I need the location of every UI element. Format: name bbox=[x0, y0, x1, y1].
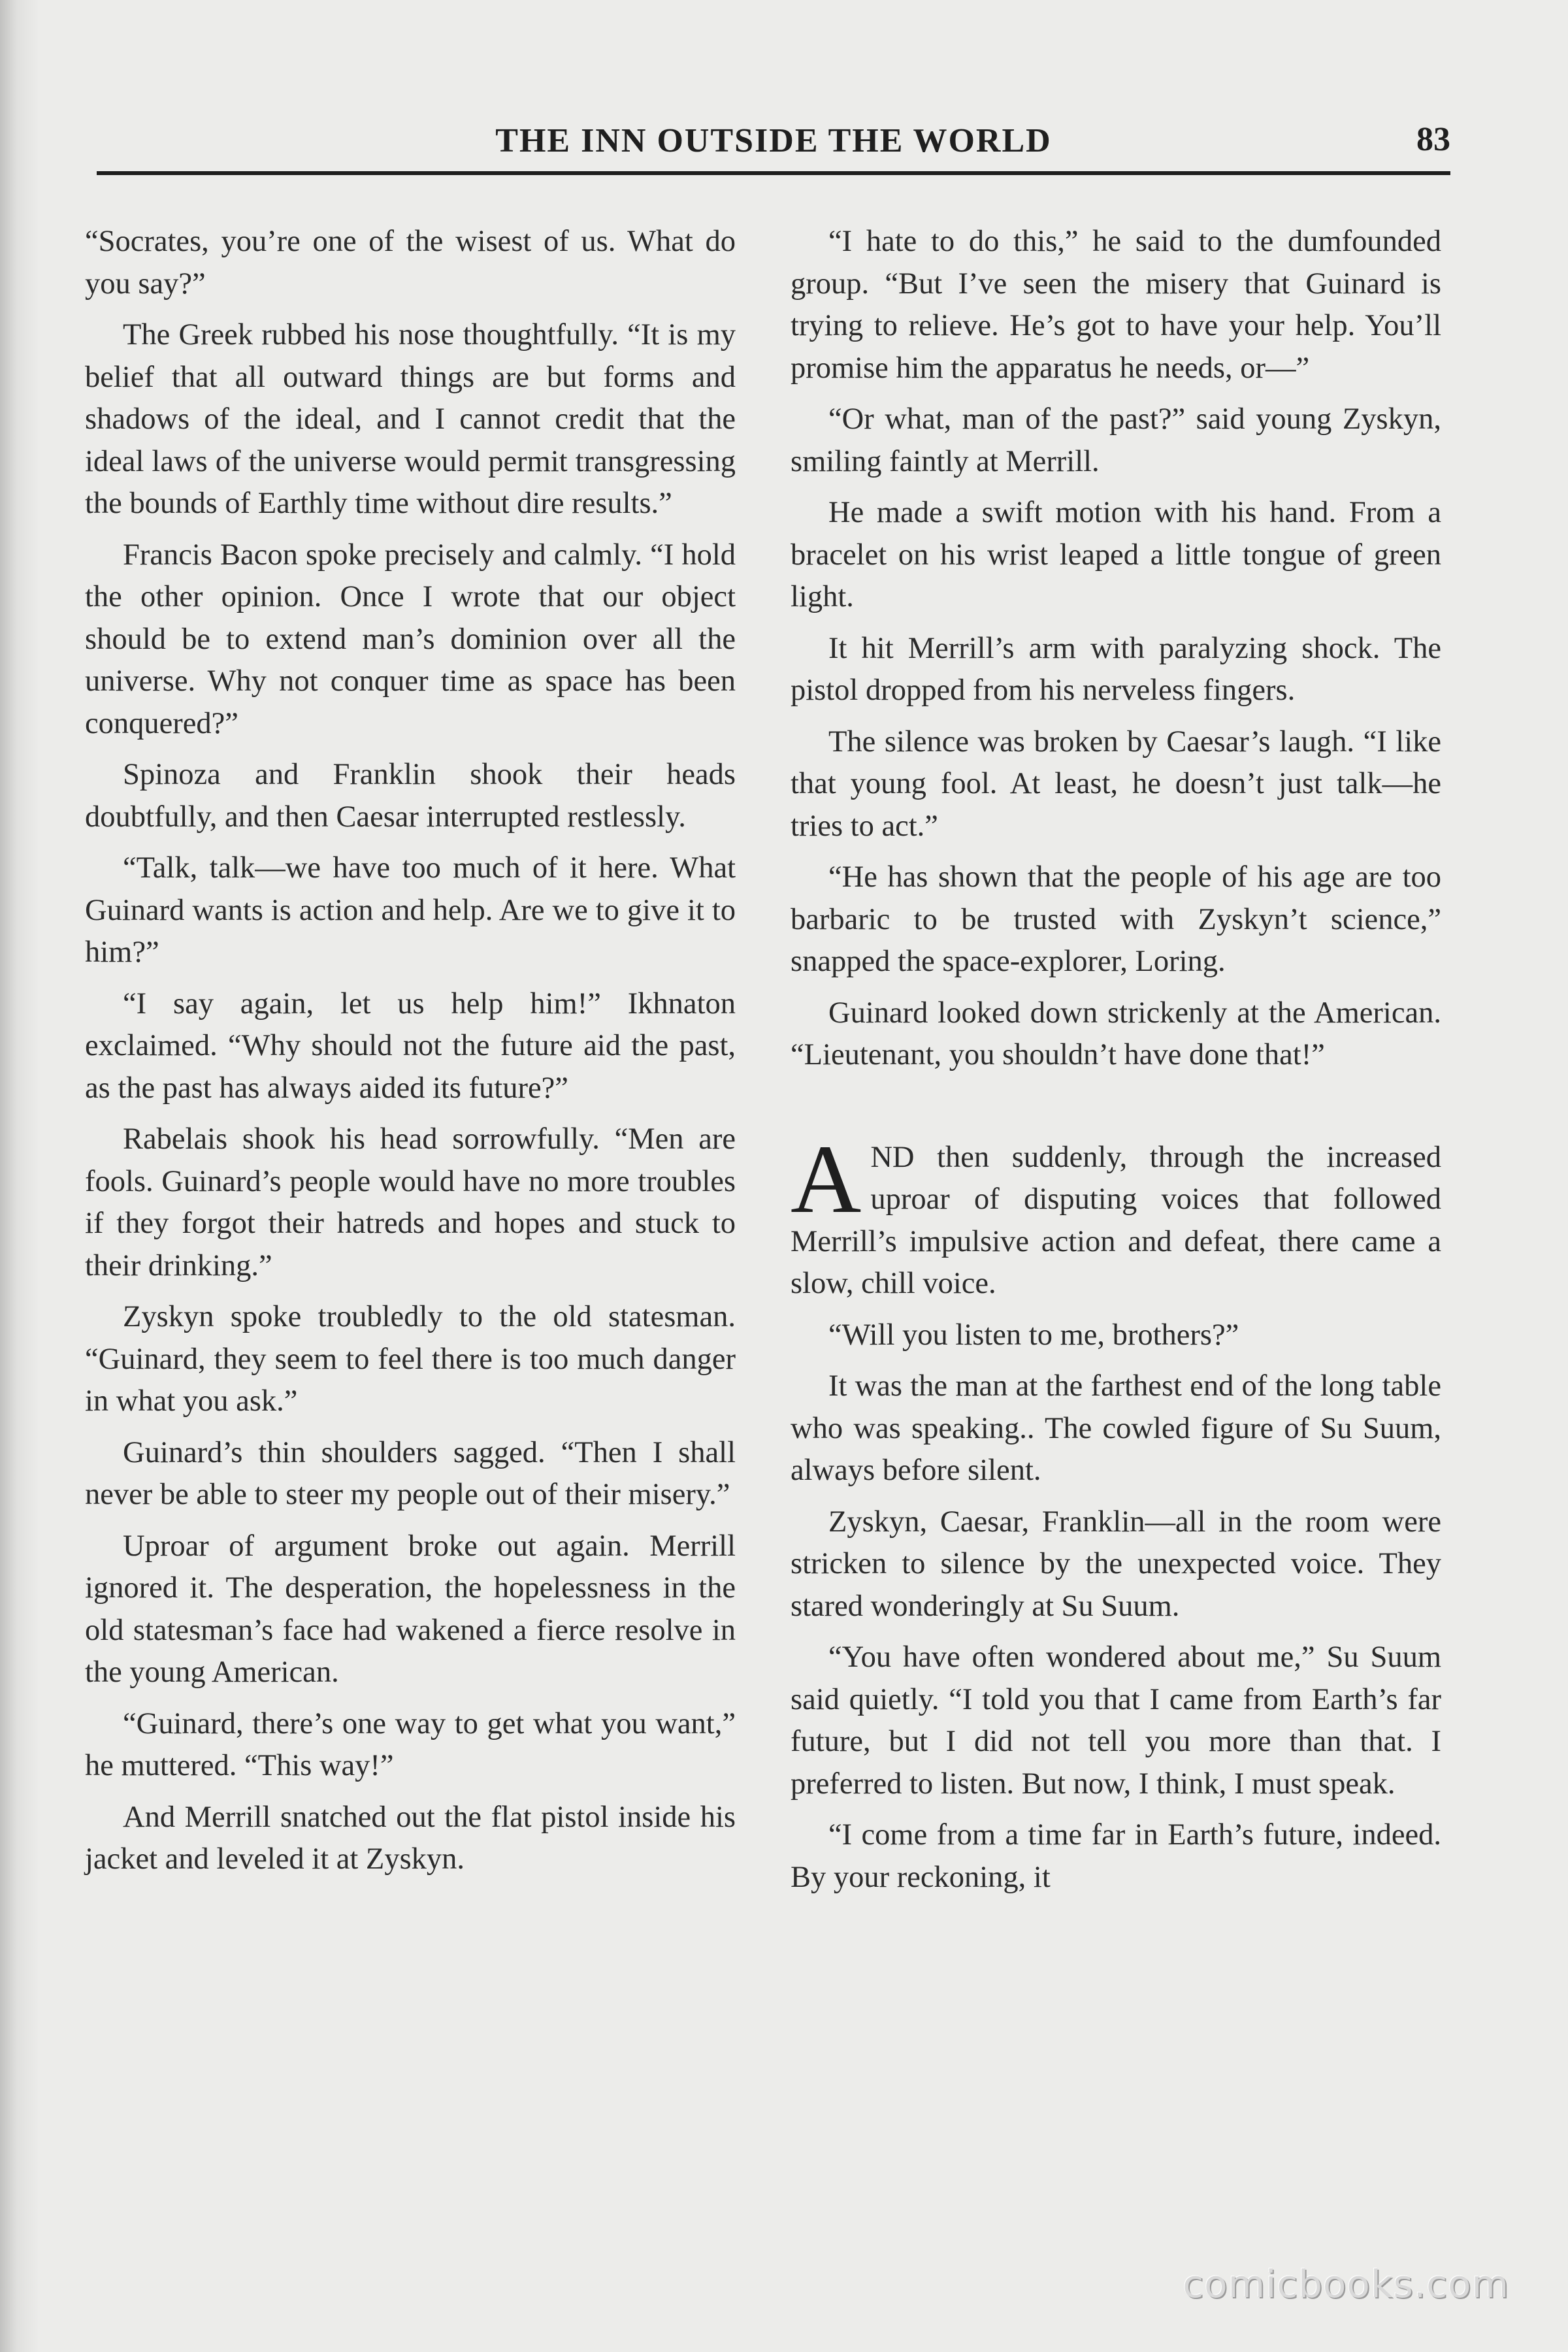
paragraph: Guinard’s thin shoulders sagged. “Then I shall never be able to steer my people out of their misery.” bbox=[85, 1435, 736, 1511]
running-head bbox=[97, 116, 1450, 169]
dropcap-smallcaps: ND bbox=[870, 1140, 915, 1174]
right-column bbox=[791, 221, 1441, 1908]
paragraph: It hit Merrill’s arm with paralyzing shock. The pistol dropped from his nerveless fingers. bbox=[791, 631, 1441, 707]
paragraph: He made a swift motion with his hand. From a bracelet on his wrist leaped a little tongue of green light. bbox=[791, 496, 1441, 613]
paragraph: “Talk, talk—we have too much of it here. What Guinard wants is action and help. Are we to give it to him?” bbox=[85, 851, 736, 969]
paragraph: “You have often wondered about me,” Su Suum said quietly. “I told you that I came from Earth’s far future, but I did not tell you more than that. I preferred to listen. But now, I think, I must speak. bbox=[791, 1641, 1441, 1801]
paragraph: It was the man at the farthest end of the long table who was speaking.. The cowled figure of Su Suum, always before silent. bbox=[791, 1369, 1441, 1487]
paragraph: “I say again, let us help him!” Ikhnaton exclaimed. “Why should not the future aid the past, as the past has always aided its future?” bbox=[85, 987, 736, 1105]
paragraph: Uproar of argument broke out again. Merrill ignored it. The desperation, the hopelessness in the old statesman’s face had wakened a fierce resolve in the young American. bbox=[85, 1529, 736, 1689]
paragraph: Francis Bacon spoke precisely and calmly. “I hold the other opinion. Once I wrote that our object should be to extend man’s dominion over all the universe. Why not conquer time as space has been conquered?” bbox=[85, 538, 736, 740]
section-break bbox=[791, 1086, 1441, 1137]
paragraph: “I come from a time far in Earth’s future, indeed. By your reckoning, it bbox=[791, 1818, 1441, 1894]
dropcap-text: then suddenly, through the increased uproar of disputing voices that followed Merrill’s impulsive action and defeat, there came a slow, chill voice. bbox=[791, 1140, 1441, 1300]
site-watermark: comicbooks.com bbox=[1183, 2262, 1509, 2306]
left-column bbox=[85, 221, 736, 1890]
page-number: 83 bbox=[1416, 121, 1450, 158]
paragraph: “Will you listen to me, brothers?” bbox=[828, 1318, 1239, 1352]
paragraph: “I hate to do this,” he said to the dumfounded group. “But I’ve seen the misery that Guinard is trying to relieve. He’s got to have your help. You’ll promise him the apparatus he needs, or—” bbox=[791, 225, 1441, 385]
paragraph: “Guinard, there’s one way to get what you want,” he muttered. “This way!” bbox=[85, 1707, 736, 1782]
paragraph: “Socrates, you’re one of the wisest of us. What do you say?” bbox=[85, 225, 736, 301]
paragraph: The Greek rubbed his nose thoughtfully. “It is my belief that all outward things are but forms and shadows of the ideal, and I cannot credit that the ideal laws of the universe would permit transgressing the bounds of Earthly time without dire results.” bbox=[85, 318, 736, 520]
paragraph: And Merrill snatched out the flat pistol inside his jacket and leveled it at Zyskyn. bbox=[85, 1800, 736, 1876]
dropcap-paragraph bbox=[791, 1124, 1441, 1305]
paragraph: Guinard looked down strickenly at the American. “Lieutenant, you shouldn’t have done that!” bbox=[791, 996, 1441, 1071]
running-title: THE INN OUTSIDE THE WORLD bbox=[495, 122, 1052, 159]
paragraph: “Or what, man of the past?” said young Zyskyn, smiling faintly at Merrill. bbox=[791, 402, 1441, 478]
paragraph: Rabelais shook his head sorrowfully. “Men are fools. Guinard’s people would have no more troubles if they forgot their hatreds and hopes and stuck to their drinking.” bbox=[85, 1122, 736, 1282]
paragraph: Spinoza and Franklin shook their heads doubtfully, and then Caesar interrupted restlessly. bbox=[85, 758, 736, 834]
paragraph: The silence was broken by Caesar’s laugh. “I like that young fool. At least, he doesn’t just talk—he tries to act.” bbox=[791, 725, 1441, 843]
drop-cap: A bbox=[791, 1124, 862, 1233]
paragraph: Zyskyn, Caesar, Franklin—all in the room were stricken to silence by the unexpected voice. They stared wonderingly at Su Suum. bbox=[791, 1505, 1441, 1623]
header-rule bbox=[97, 171, 1450, 175]
paragraph: Zyskyn spoke troubledly to the old statesman. “Guinard, they seem to feel there is too much danger in what you ask.” bbox=[85, 1300, 736, 1418]
paragraph: “He has shown that the people of his age are too barbaric to be trusted with Zyskyn’t science,” snapped the space-explorer, Loring. bbox=[791, 860, 1441, 978]
